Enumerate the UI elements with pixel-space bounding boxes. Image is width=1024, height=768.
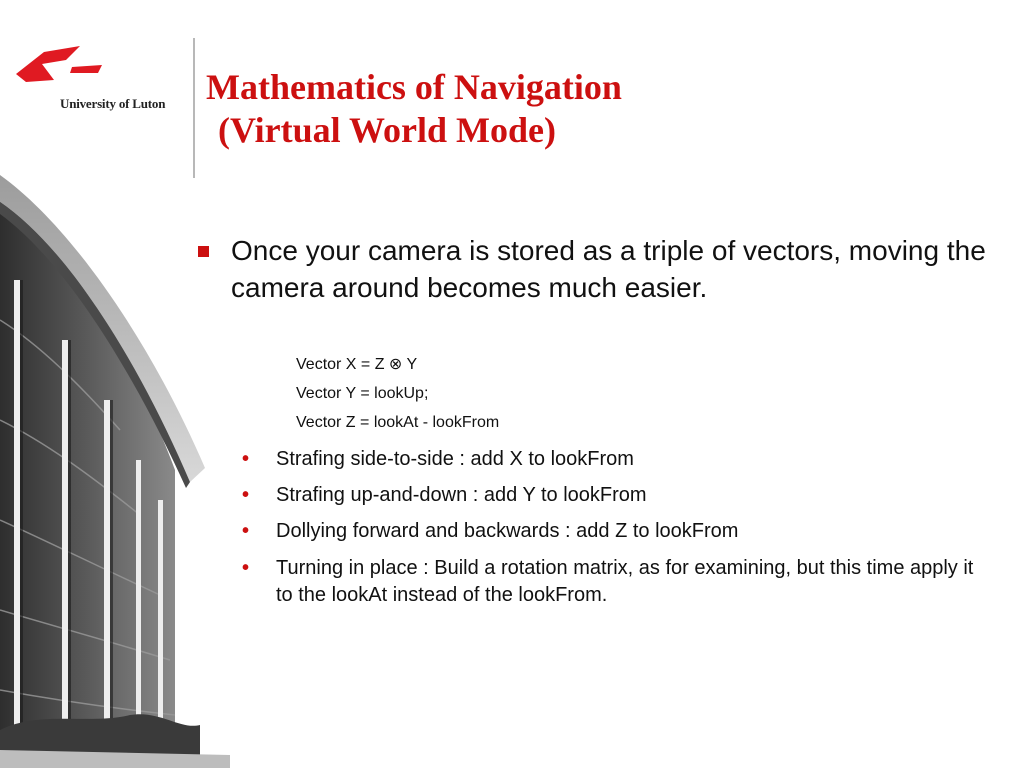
dot-bullet-icon: •	[242, 557, 250, 579]
dot-bullet-icon: •	[242, 484, 250, 506]
university-logo-icon	[14, 40, 114, 90]
vector-y-line: Vector Y = lookUp;	[296, 385, 429, 402]
title-line-2: (Virtual World Mode)	[218, 110, 556, 150]
sub-bullet-text: Strafing up-and-down : add Y to lookFrom	[276, 484, 647, 506]
vector-x-line: Vector X = Z ⊗ Y	[296, 356, 418, 373]
sub-bullet-text: Strafing side-to-side : add X to lookFrom	[276, 448, 634, 470]
slide-title	[206, 66, 622, 152]
university-name: University of Luton	[60, 96, 166, 111]
sub-bullet-text: Turning in place : Build a rotation matrix, as for examining, but this time apply it to the lookAt instead of the lookFrom.	[276, 557, 974, 606]
dot-bullet-icon: •	[242, 520, 250, 542]
sub-bullet-text: Dollying forward and backwards : add Z to lookFrom	[276, 520, 739, 542]
dot-bullet-icon: •	[242, 448, 250, 470]
main-bullet-text: Once your camera is stored as a triple of vectors, moving the camera around becomes much easier.	[231, 235, 986, 303]
title-line-1: Mathematics of Navigation	[206, 67, 622, 107]
square-bullet-icon	[198, 246, 209, 257]
vector-z-line: Vector Z = lookAt - lookFrom	[296, 414, 500, 431]
header-divider	[193, 38, 195, 178]
building-photo	[0, 170, 230, 768]
